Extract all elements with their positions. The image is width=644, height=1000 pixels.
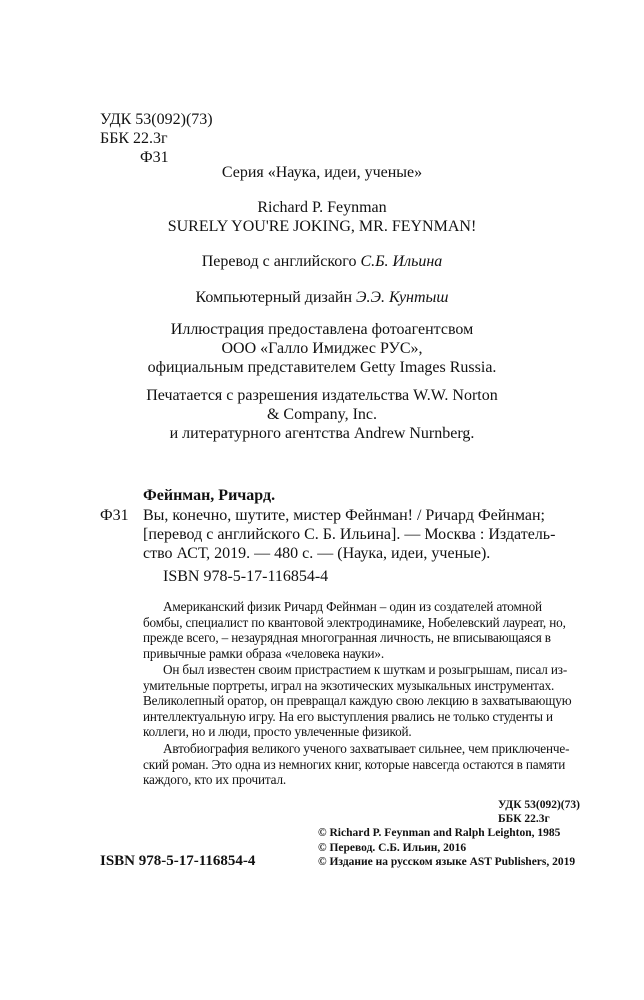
illustration-credit [0, 320, 644, 377]
illustration-line: официальным представителем Getty Images Russia. [147, 359, 497, 376]
translation-prefix: Перевод с английского [201, 253, 361, 270]
author-mark: Ф31 [140, 149, 169, 166]
copyright-line: © Перевод. С.Б. Ильин, 2016 [318, 841, 467, 854]
bibliography-mark: Ф31 [100, 507, 129, 524]
bibliography-record [143, 506, 598, 563]
annotation-line: Автобиография великого ученого захватывает сильнее, чем приключенче- [163, 741, 570, 756]
series-line: Серия «Наука, идеи, ученые» [221, 164, 423, 181]
annotation-line: коллеги, но и люди, просто увлеченные физикой. [143, 724, 412, 740]
annotation-line: Великолепный оратор, он превращал каждую свою лекцию в захватывающую [143, 693, 572, 709]
footer-classification-codes [498, 798, 580, 826]
original-author: Richard P. Feynman [257, 199, 387, 216]
annotation-paragraph-1 [143, 599, 598, 661]
bibliography-author: Фейнман, Ричард. [143, 487, 276, 504]
annotation-paragraph-3 [143, 741, 598, 788]
translator-name: С.Б. Ильина [360, 253, 443, 270]
annotation-line: каждого, кто их прочитал. [143, 772, 287, 788]
annotation-line: привычные рамки образа «человека науки». [143, 645, 384, 661]
permission-line: и литературного агентства Andrew Nurnberg. [169, 425, 475, 442]
annotation-line: умительные портреты, играл на экзотических музыкальных инструментах. [143, 677, 555, 693]
copyright-line: © Richard P. Feynman and Ralph Leighton, 1985 [318, 827, 561, 839]
bibliography-line: [перевод с английского С. Б. Ильина]. — Москва : Издатель- [143, 526, 556, 543]
bibliography-isbn: ISBN 978-5-17-116854-4 [163, 568, 329, 585]
footer-isbn: ISBN 978-5-17-116854-4 [100, 853, 256, 869]
translation-credit [0, 252, 644, 271]
illustration-line: Иллюстрация предоставлена фотоагентсвом [170, 321, 474, 338]
annotation-line: Он был известен своим пристрастием к шуткам и розыгрышам, писал из- [163, 662, 568, 677]
bibliography-line: ство АСТ, 2019. — 480 с. — (Наука, идеи, ученые). [143, 545, 491, 562]
bibliography-line: Вы, конечно, шутите, мистер Фейнман! / Ричард Фейнман; [143, 507, 545, 524]
permission-line: & Company, Inc. [266, 406, 378, 423]
illustration-line: ООО «Галло Имиджес РУС», [221, 340, 423, 357]
udk-code: УДК 53(092)(73) [100, 111, 213, 128]
permission-notice [0, 386, 644, 443]
annotation-line: бомбы, специалист по квантовой электродинамике, Нобелевский лауреат, но, [143, 614, 566, 630]
designer-name: Э.Э. Кунтыш [356, 289, 449, 306]
footer-udk-code: УДК 53(092)(73) [498, 799, 580, 811]
annotation-line: прежде всего, – незаурядная многогранная личность, не вписывающаяся в [143, 630, 551, 646]
annotation-paragraph-2 [143, 662, 598, 740]
design-prefix: Компьютерный дизайн [195, 289, 357, 306]
copyright-line: © Издание на русском языке AST Publishers, 2019 [318, 856, 576, 868]
classification-codes [100, 110, 213, 167]
annotation-line: ский роман. Это одна из немногих книг, которые навсегда остаются в памяти [143, 756, 566, 772]
bbk-code: ББК 22.3г [100, 130, 168, 147]
original-title: SURELY YOU'RE JOKING, MR. FEYNMAN! [167, 218, 477, 235]
copyright-block [318, 826, 575, 870]
annotation-line: интеллектуальную игру. На его выступления рвались не только студенты и [143, 708, 553, 724]
permission-line: Печатается с разрешения издательства W.W. Norton [146, 387, 498, 404]
footer-bbk-code: ББК 22.3г [498, 813, 550, 825]
annotation-line: Американский физик Ричард Фейнман – один из создателей атомной [163, 599, 542, 614]
design-credit [0, 288, 644, 307]
